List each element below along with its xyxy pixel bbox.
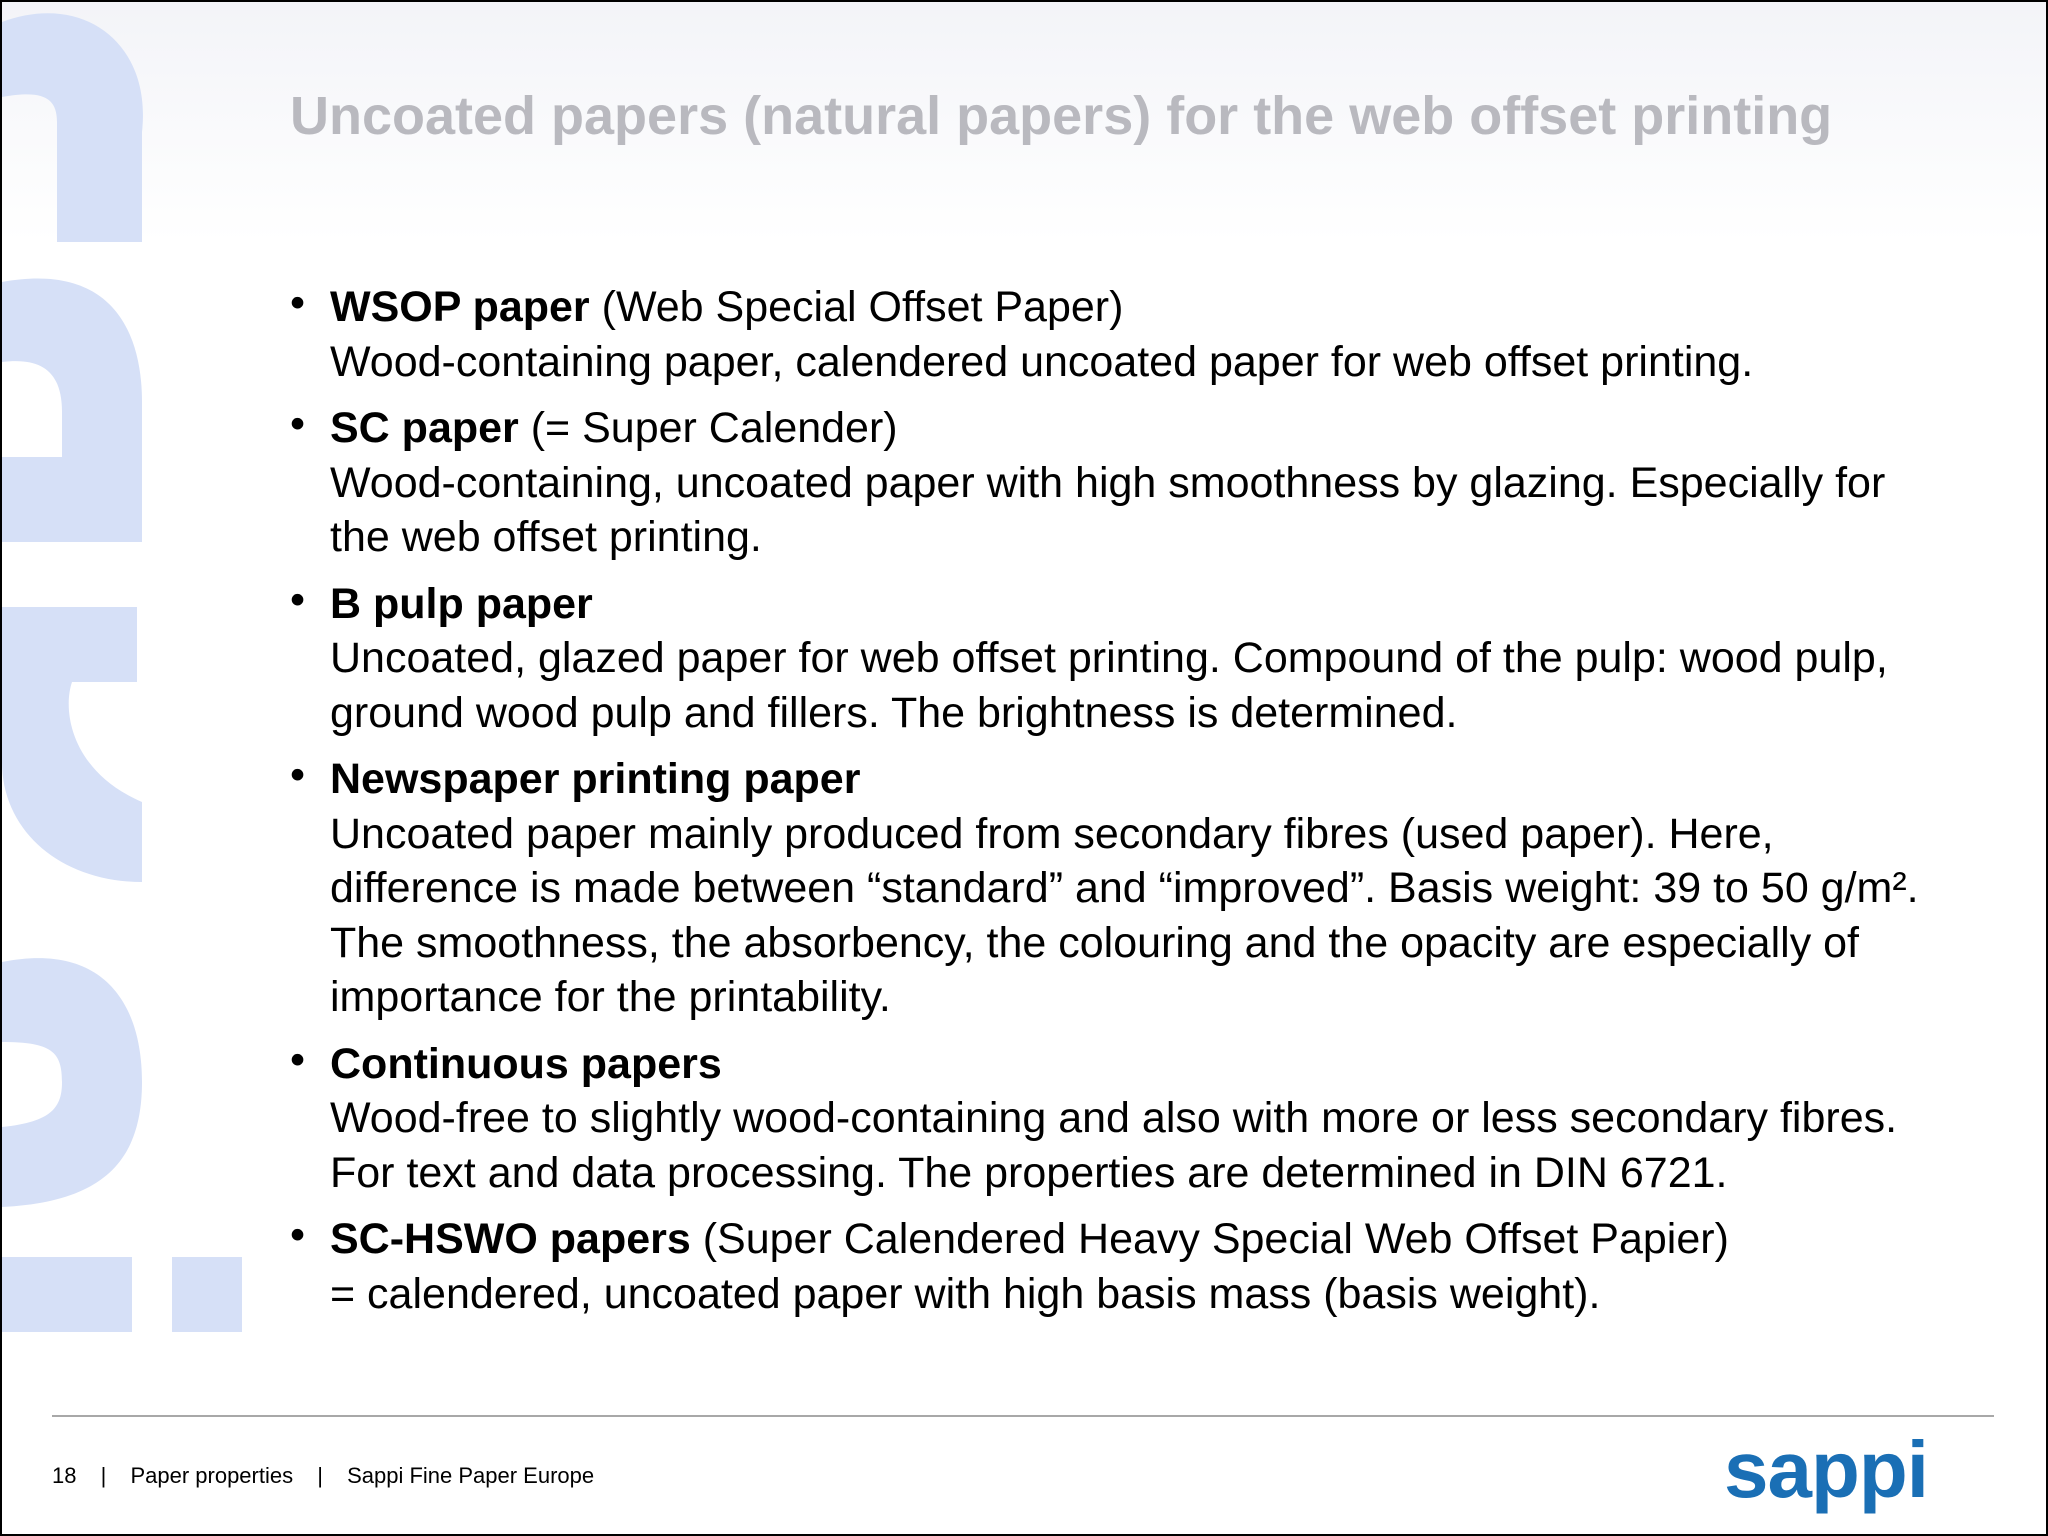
slide-title: Uncoated papers (natural papers) for the web offset printing [290,86,1833,146]
bullet-list [290,280,1930,1333]
item-description: Uncoated, glazed paper for web offset printing. Compound of the pulp: wood pulp, ground wood pulp and fillers. The brightness is determined. [330,634,1888,737]
item-qualifier: (Web Special Offset Paper) [589,283,1124,331]
list-item [290,1037,1930,1201]
bullet-icon: • [290,1211,306,1259]
sappi-logo: sappi [1724,1425,1928,1514]
bullet-icon: • [290,279,306,327]
bullet-icon: • [290,575,306,624]
item-description: Wood-free to slightly wood-containing and also with more or less secondary fibres. For text and data processing. The properties are determined in DIN 6721. [330,1094,1898,1197]
footer-separator: | [100,1463,107,1488]
item-heading [330,280,1930,335]
item-description: Wood-containing paper, calendered uncoated paper for web offset printing. [330,337,1754,386]
item-description: = calendered, uncoated paper with high basis mass (basis weight). [330,1269,1601,1318]
footer-separator: | [317,1463,323,1488]
item-heading [330,1212,1930,1267]
list-item [290,280,1930,389]
list-item [290,752,1930,1025]
watermark-decoration [0,2,252,1332]
footer-company: Sappi Fine Paper Europe [347,1463,595,1488]
footer [52,1463,612,1489]
item-qualifier: (Super Calendered Heavy Special Web Offset Papier) [690,1215,1729,1263]
watermark-glyphs-icon [2,2,252,1332]
list-item [290,1212,1930,1321]
item-heading [330,752,1930,807]
page-number: 18 [52,1463,77,1488]
item-heading [330,1037,1930,1092]
bullet-icon: • [290,751,306,799]
list-item [290,401,1930,565]
list-item [290,577,1930,741]
item-heading [330,577,1930,632]
item-heading [330,401,1930,456]
item-qualifier: (= Super Calender) [518,404,898,452]
item-description: Wood-containing, uncoated paper with high smoothness by glazing. Especially for the web offset printing. [330,458,1886,561]
item-description: Uncoated paper mainly produced from secondary fibres (used paper). Here, difference is made between “standard” and “improved”. Basis weight: 39 to 50 g/m². The smoothness, the absorbency, the colouring and the opacity are especially of importance for the printability. [330,809,1919,1021]
item-term: Continuous papers [330,1039,722,1088]
footer-section: Paper properties [130,1463,294,1488]
footer-divider [52,1415,1994,1417]
item-term: Newspaper printing paper [330,755,861,803]
item-term: WSOP paper [330,283,590,331]
bullet-icon: • [290,1035,306,1084]
item-term: SC paper [330,404,519,452]
item-term: SC-HSWO papers [330,1215,691,1263]
item-term: B pulp paper [330,579,593,628]
bullet-icon: • [290,400,306,448]
